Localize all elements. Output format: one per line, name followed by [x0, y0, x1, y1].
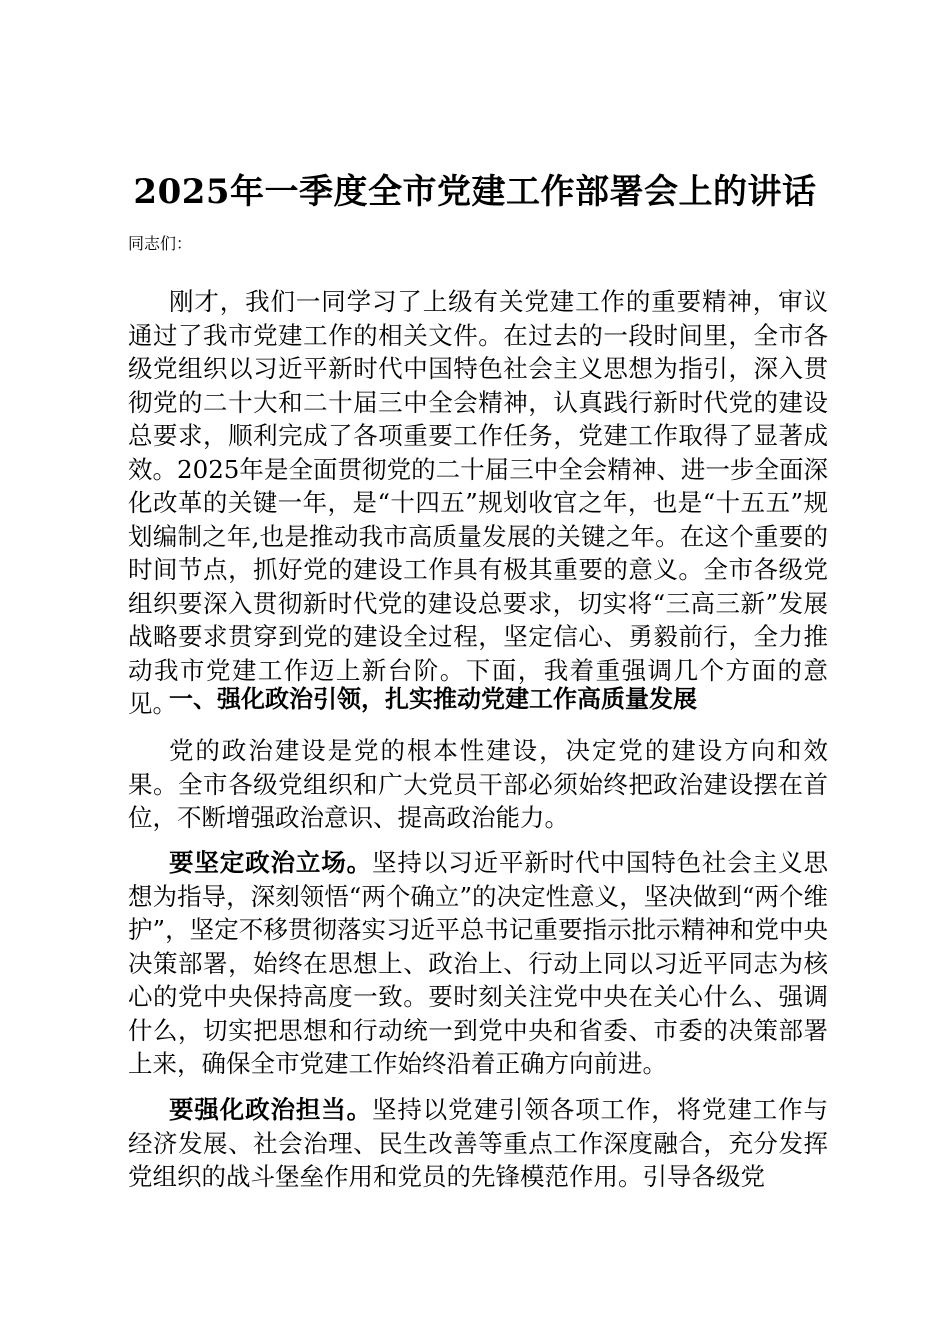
section-paragraph: [128, 846, 828, 1081]
intro-paragraph: 刚才，我们一同学习了上级有关党建工作的重要精神，审议通过了我市党建工作的相关文件。在过去的一段时间里，全市各级党组织以习近平新时代中国特色社会主义思想为指引，深入贯彻党的二十大和二十届三中全会精神，认真践行新时代党的建设总要求，顺利完成了各项重要工作任务，党建工作取得了显著成效。2025年是全面贯彻党的二十届三中全会精神、进一步全面深化改革的关键一年，是“十四五”规划收官之年，也是“十五五”规划编制之年,也是推动我市高质量发展的关键之年。在这个重要的时间节点，抓好党的建设工作具有极其重要的意义。全市各级党组织要深入贯彻新时代党的建设总要求，切实将“三高三新”发展战略要求贯穿到党的建设全过程，坚定信心、勇毅前行，全力推动我市党建工作迈上新台阶。下面，我着重强调几个方面的意见。: [128, 287, 828, 718]
paragraph-lead: 要强化政治担当。: [169, 1095, 373, 1124]
section-heading: 一、强化政治引领，扎实推动党建工作高质量发展: [169, 684, 697, 713]
section-paragraph: [128, 1093, 828, 1194]
paragraph-text: 坚持以党建引领各项工作，将党建工作与经济发展、社会治理、民生改善等重点工作深度融合，充分发挥党组织的战斗堡垒作用和党员的先锋模范作用。引导各级党: [128, 1095, 829, 1191]
paragraph-lead: 要坚定政治立场。: [169, 848, 373, 877]
paragraph-text: 坚持以习近平新时代中国特色社会主义思想为指导，深刻领悟“两个确立”的决定性意义，坚决做到“两个维护”，坚定不移贯彻落实习近平总书记重要指示批示精神和党中央决策部署，始终在思想上、政治上、行动上同以习近平同志为核心的党中央保持高度一致。要时刻关注党中央在关心什么、强调什么，切实把思想和行动统一到党中央和省委、市委的决策部署上来，确保全市党建工作始终沿着正确方向前进。: [128, 848, 829, 1078]
document-title: 2025年一季度全市党建工作部署会上的讲话: [133, 172, 817, 212]
greeting: 同志们：: [128, 234, 193, 253]
section-paragraph: 党的政治建设是党的根本性建设，决定党的建设方向和效果。全市各级党组织和广大党员干部必须始终把政治建设摆在首位，不断增强政治意识、提高政治能力。: [128, 736, 828, 832]
